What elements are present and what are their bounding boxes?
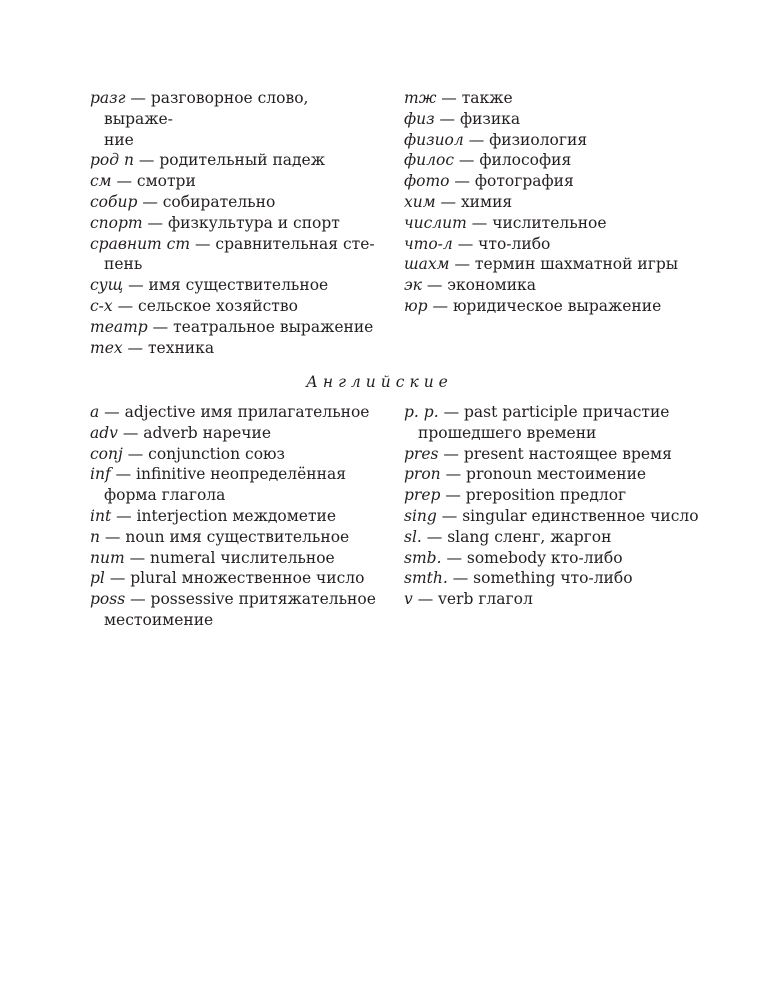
russian-abbreviations-left <box>90 88 380 358</box>
definition: фотография <box>474 172 574 191</box>
abbreviation-entry: филос — философия <box>404 151 572 170</box>
definition: что-либо <box>478 234 551 253</box>
abbreviation: театр <box>90 317 148 336</box>
abbreviation: физ <box>404 109 435 128</box>
abbreviation: сравнит ст <box>90 234 191 253</box>
definition: разговорное слово, выраже- <box>104 89 309 128</box>
abbreviation: a <box>90 403 100 421</box>
definition: plural множественное число <box>130 569 365 588</box>
section-title-english: Английские <box>306 373 453 391</box>
definition: сельское хозяйство <box>138 296 298 315</box>
abbreviation-entry: inf — infinitive неопределённая форма глагола <box>90 464 380 506</box>
abbreviation-entry: n — noun имя существительное <box>90 527 350 546</box>
abbreviation: эк <box>404 276 422 295</box>
abbreviation-entry: шахм — термин шахматной игры <box>404 255 679 274</box>
abbreviation-entry: sl. — slang сленг, жаргон <box>404 527 612 546</box>
abbreviation: n <box>90 527 100 546</box>
abbreviation: шахм <box>404 255 450 274</box>
abbreviation: что-л <box>404 234 453 253</box>
abbreviation: pron <box>404 465 441 484</box>
definition: past participle причастие <box>464 403 670 421</box>
definition: numeral числительное <box>150 548 335 567</box>
definition-continuation: прошедшего времени <box>418 423 597 442</box>
definition: философия <box>479 151 572 170</box>
definition: conjunction союз <box>148 444 286 463</box>
definition: термин шахматной игры <box>474 255 679 274</box>
definition: verb глагол <box>438 590 533 609</box>
definition: adjective имя прилагательное <box>124 403 370 421</box>
definition: физкультура и спорт <box>167 213 340 232</box>
abbreviation: int <box>90 506 112 525</box>
abbreviation-entry: род п — родительный падеж <box>90 151 325 170</box>
abbreviation: sing <box>404 506 437 525</box>
abbreviation: v <box>404 590 413 609</box>
definition: физиология <box>489 130 588 149</box>
abbreviation: род п <box>90 151 134 170</box>
abbreviation: числит <box>404 213 467 232</box>
abbreviation: тж <box>404 89 437 107</box>
abbreviation: фото <box>404 172 450 191</box>
abbreviation-entry: собир — собирательно <box>90 192 276 211</box>
abbreviation-entry: тех — техника <box>90 338 215 357</box>
definition: химия <box>460 192 513 211</box>
abbreviation: спорт <box>90 213 143 232</box>
abbreviation-entry: num — numeral числительное <box>90 548 335 567</box>
abbreviation: с-х <box>90 296 113 315</box>
definition: something что-либо <box>473 569 633 588</box>
abbreviation: smb. <box>404 548 442 567</box>
definition: somebody кто-либо <box>466 548 623 567</box>
abbreviation: num <box>90 548 125 567</box>
definition: техника <box>147 338 215 357</box>
abbreviation: сущ <box>90 276 124 295</box>
abbreviation: pl <box>90 569 105 588</box>
abbreviation: собир <box>90 192 138 211</box>
definition: также <box>461 89 513 107</box>
abbreviation-entry: int — interjection междометие <box>90 506 337 525</box>
abbreviation: p. p. <box>404 403 439 421</box>
abbreviation: юр <box>404 296 428 315</box>
abbreviation: pres <box>404 444 439 463</box>
abbreviation-entry: с-х — сельское хозяйство <box>90 296 298 315</box>
definition: смотри <box>136 172 196 191</box>
abbreviation-entry: conj — conjunction союз <box>90 444 286 463</box>
abbreviation-entry: эк — экономика <box>404 276 536 295</box>
definition: pronoun местоимение <box>466 465 647 484</box>
definition: interjection междометие <box>136 506 337 525</box>
abbreviation-entry: числит — числительное <box>404 213 607 232</box>
definition: сравнительная сте- <box>215 234 375 253</box>
definition: infinitive неопределённая <box>136 465 346 484</box>
definition: имя существительное <box>148 276 329 295</box>
abbreviation: физиол <box>404 130 464 149</box>
abbreviation: smth. <box>404 569 448 588</box>
abbreviation-entry: хим — химия <box>404 192 513 211</box>
definition: adverb наречие <box>143 423 272 442</box>
abbreviation-entry: тж — также <box>404 89 513 107</box>
definition: noun имя существительное <box>125 527 350 546</box>
abbreviation: тех <box>90 338 123 357</box>
definition: present настоящее время <box>463 444 672 463</box>
abbreviation-entry: сущ — имя существительное <box>90 276 329 295</box>
abbreviation-entry: p. p. — past participle причастие прошедшего времени <box>404 402 704 444</box>
abbreviation-entry: smth. — something что-либо <box>404 569 633 588</box>
abbreviation-entry: что-л — что-либо <box>404 234 551 253</box>
english-abbreviations-left <box>90 402 380 631</box>
abbreviation-entry: v — verb глагол <box>404 590 533 609</box>
abbreviation-entry: фото — фотография <box>404 172 574 191</box>
abbreviation-entry: театр — театральное выражение <box>90 317 374 336</box>
abbreviation: sl. <box>404 527 422 546</box>
definition-continuation: местоимение <box>104 610 214 629</box>
abbreviation: prep <box>404 486 441 505</box>
abbreviation: разг <box>90 89 126 107</box>
abbreviation-entry: prep — preposition предлог <box>404 486 627 505</box>
english-abbreviations-right <box>404 402 704 610</box>
abbreviation-entry: adv — adverb наречие <box>90 423 272 442</box>
definition-continuation: форма глагола <box>104 486 226 505</box>
definition: родительный падеж <box>159 151 325 170</box>
definition: preposition предлог <box>465 486 627 505</box>
abbreviation-entry: sing — singular единственное число <box>404 506 699 525</box>
definition: singular единственное число <box>462 506 699 525</box>
definition: числительное <box>492 213 607 232</box>
abbreviation-entry: pl — plural множественное число <box>90 569 365 588</box>
abbreviation: conj <box>90 444 123 463</box>
definition: физика <box>459 109 521 128</box>
definition: собирательно <box>162 192 276 211</box>
definition-continuation: ние <box>104 130 134 149</box>
abbreviation: adv <box>90 423 118 442</box>
abbreviation: хим <box>404 192 436 211</box>
abbreviation-entry: pron — pronoun местоимение <box>404 465 647 484</box>
abbreviation-entry: физ — физика <box>404 109 521 128</box>
abbreviation: inf <box>90 465 111 484</box>
abbreviation-entry: разг — разговорное слово, выраже- ние <box>90 88 380 150</box>
abbreviation-entry: спорт — физкультура и спорт <box>90 213 340 232</box>
definition: slang сленг, жаргон <box>447 527 612 546</box>
abbreviation-entry: pres — present настоящее время <box>404 444 672 463</box>
abbreviation: см <box>90 172 112 191</box>
abbreviation-entry: poss — possessive притяжательное местоимение <box>90 589 380 631</box>
definition: possessive притяжательное <box>150 590 376 609</box>
abbreviation-entry: см — смотри <box>90 172 196 191</box>
abbreviation-entry: smb. — somebody кто-либо <box>404 548 623 567</box>
definition: театральное выражение <box>173 317 374 336</box>
abbreviation-entry: юр — юридическое выражение <box>404 296 662 315</box>
abbreviation-entry: физиол — физиология <box>404 130 588 149</box>
definition: экономика <box>447 276 536 295</box>
abbreviation: poss <box>90 590 126 609</box>
abbreviation-entry: a — adjective имя прилагательное <box>90 403 370 421</box>
russian-abbreviations-right <box>404 88 704 317</box>
definition: юридическое выражение <box>452 296 662 315</box>
abbreviation: филос <box>404 151 454 170</box>
abbreviation-entry: сравнит ст — сравнительная сте- пень <box>90 234 380 276</box>
definition-continuation: пень <box>104 255 143 274</box>
